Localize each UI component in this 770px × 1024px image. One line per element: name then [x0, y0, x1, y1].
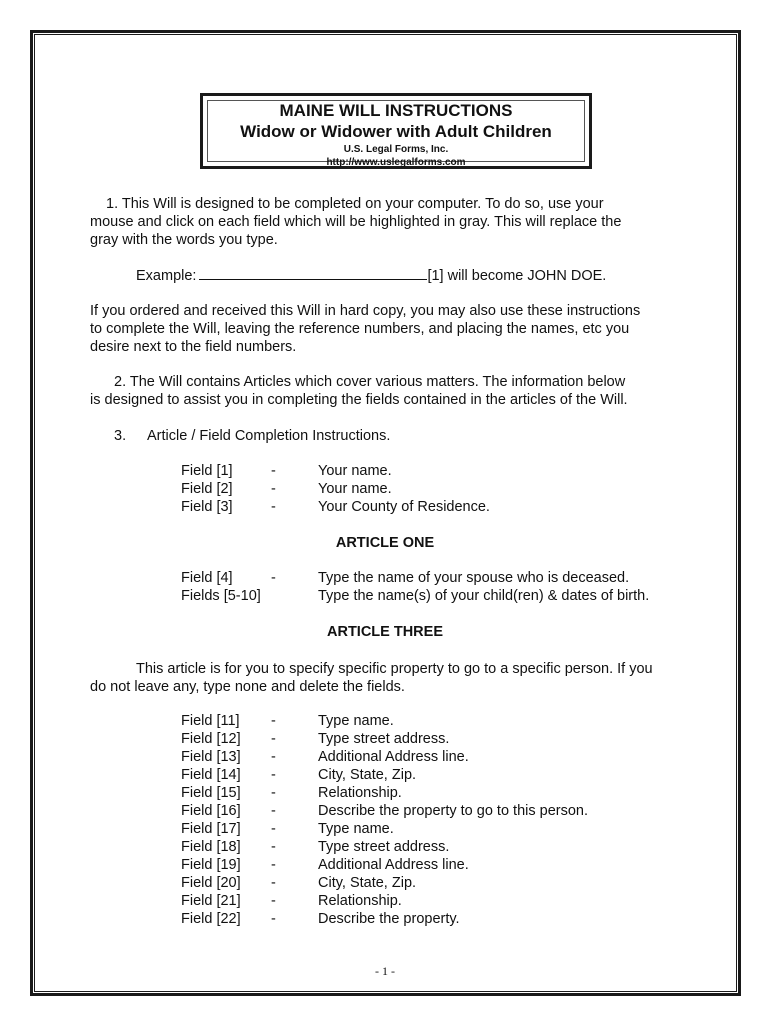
field-label: Field [17]	[181, 821, 241, 837]
field-dash: -	[271, 893, 276, 909]
field-dash: -	[271, 463, 276, 479]
field-dash: -	[271, 767, 276, 783]
field-row	[0, 874, 770, 892]
field-row	[0, 892, 770, 910]
field-description: Type street address.	[318, 839, 450, 855]
example-suffix: [1] will become JOHN DOE.	[427, 268, 607, 284]
hardcopy-line3: desire next to the field numbers.	[90, 339, 297, 355]
field-label: Field [20]	[181, 875, 241, 891]
para2-line2: is designed to assist you in completing the fields contained in the articles of the Will.	[90, 392, 628, 408]
field-dash: -	[271, 803, 276, 819]
field-row	[0, 910, 770, 928]
field-label: Field [19]	[181, 857, 241, 873]
para1-line1: 1. This Will is designed to be completed on your computer. To do so, use your	[106, 196, 604, 212]
article-three-heading: ARTICLE THREE	[327, 624, 443, 640]
publisher-name: U.S. Legal Forms, Inc.	[343, 144, 449, 155]
title-block	[207, 100, 585, 169]
example-blank	[199, 266, 427, 280]
field-dash: -	[271, 481, 276, 497]
document-subtitle: Widow or Widower with Adult Children	[240, 122, 552, 141]
field-description: Additional Address line.	[318, 857, 469, 873]
article-three-intro-line1: This article is for you to specify specific property to go to a specific person. If you	[136, 661, 653, 677]
para3-text: Article / Field Completion Instructions.	[147, 428, 391, 444]
publisher-url: http://www.uslegalforms.com	[326, 157, 466, 168]
field-label: Field [3]	[181, 499, 233, 515]
field-description: Type the name of your spouse who is deceased.	[318, 570, 630, 586]
field-label: Field [13]	[181, 749, 241, 765]
field-row	[0, 838, 770, 856]
field-label: Field [11]	[181, 713, 240, 729]
page-number: - 1 -	[375, 964, 395, 978]
field-description: Additional Address line.	[318, 749, 469, 765]
field-description: Relationship.	[318, 785, 402, 801]
field-dash: -	[271, 499, 276, 515]
field-row	[0, 587, 770, 605]
field-row	[0, 569, 770, 587]
field-dash: -	[271, 570, 276, 586]
field-label: Field [21]	[181, 893, 241, 909]
field-dash: -	[271, 911, 276, 927]
document-title: MAINE WILL INSTRUCTIONS	[279, 101, 513, 120]
field-row	[0, 498, 770, 516]
para1-line2: mouse and click on each field which will be highlighted in gray. This will replace the	[90, 214, 622, 230]
field-label: Field [2]	[181, 481, 233, 497]
field-label: Field [15]	[181, 785, 241, 801]
field-description: Describe the property to go to this person.	[318, 803, 589, 819]
field-dash: -	[271, 821, 276, 837]
field-description: City, State, Zip.	[318, 875, 417, 891]
field-description: Type street address.	[318, 731, 450, 747]
field-description: Relationship.	[318, 893, 402, 909]
field-dash: -	[271, 857, 276, 873]
field-dash: -	[271, 713, 276, 729]
article-one-heading: ARTICLE ONE	[335, 535, 435, 551]
field-row	[0, 462, 770, 480]
field-dash: -	[271, 875, 276, 891]
field-dash: -	[271, 839, 276, 855]
field-label: Field [4]	[181, 570, 233, 586]
field-label: Field [18]	[181, 839, 241, 855]
field-dash: -	[271, 731, 276, 747]
field-description: Your County of Residence.	[318, 499, 490, 515]
field-description: Your name.	[318, 463, 392, 479]
para2-line1: 2. The Will contains Articles which cover various matters. The information below	[114, 374, 626, 390]
field-description: City, State, Zip.	[318, 767, 417, 783]
field-label: Field [12]	[181, 731, 241, 747]
example-line	[136, 266, 606, 285]
field-label: Field [16]	[181, 803, 241, 819]
para3-number: 3.	[114, 428, 127, 444]
field-label: Field [22]	[181, 911, 241, 927]
field-dash: -	[271, 785, 276, 801]
field-dash: -	[271, 749, 276, 765]
hardcopy-line1: If you ordered and received this Will in hard copy, you may also use these instructions	[90, 303, 641, 319]
field-label: Field [1]	[181, 463, 233, 479]
field-description: Your name.	[318, 481, 392, 497]
field-row	[0, 730, 770, 748]
field-row	[0, 480, 770, 498]
field-row	[0, 820, 770, 838]
field-row	[0, 856, 770, 874]
article-three-intro-line2: do not leave any, type none and delete the fields.	[90, 679, 405, 695]
field-row	[0, 802, 770, 820]
field-description: Type name.	[318, 713, 394, 729]
field-row	[0, 748, 770, 766]
field-description: Type name.	[318, 821, 394, 837]
hardcopy-line2: to complete the Will, leaving the reference numbers, and placing the names, etc you	[90, 321, 630, 337]
example-label: Example:	[136, 268, 197, 284]
field-row	[0, 766, 770, 784]
field-description: Describe the property.	[318, 911, 460, 927]
field-row	[0, 712, 770, 730]
field-label: Fields [5-10]	[181, 588, 261, 604]
field-row	[0, 784, 770, 802]
field-label: Field [14]	[181, 767, 241, 783]
field-description: Type the name(s) of your child(ren) & dates of birth.	[318, 588, 650, 604]
para1-line3: gray with the words you type.	[90, 232, 278, 248]
